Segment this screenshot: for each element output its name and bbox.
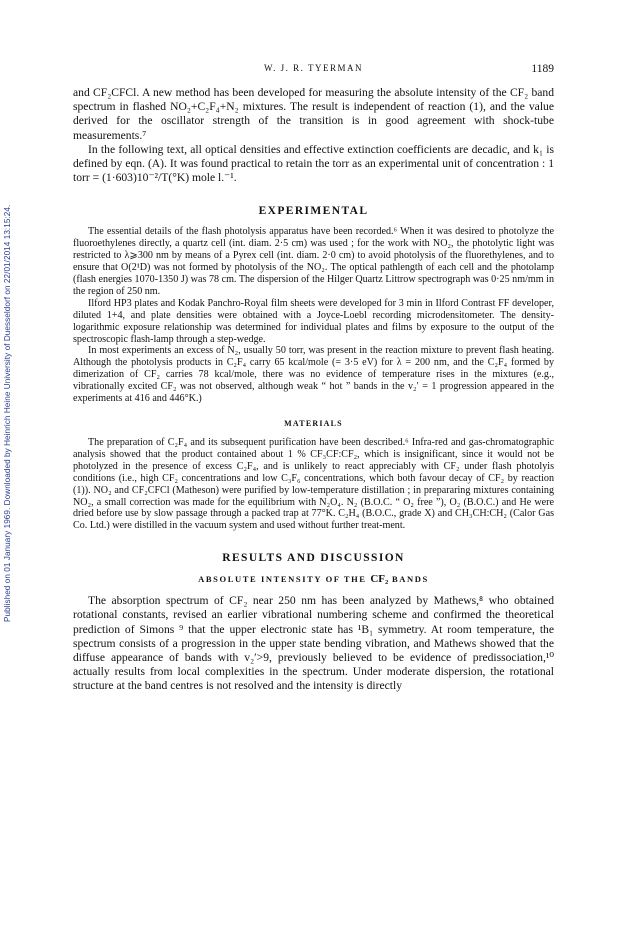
experimental-heading: EXPERIMENTAL <box>258 205 369 218</box>
subheading-text: ABSOLUTE INTENSITY OF THE <box>198 574 367 585</box>
experimental-paragraph-2: Ilford HP3 plates and Kodak Panchro-Royal film sheets were developed for 3 min in Ilford Contrast FF developer, diluted 1+4, and plate densities were obtained with a Joyce-Loebl recording microdensitometer. The density-logarithmic exposure relationship was determined for individual plates and films by exposure to the output of the spectroscopic flash-lamp through a step-wedge. <box>73 297 554 345</box>
intro-paragraph-1: and CF₂CFCl. A new method has been developed for measuring the absolute intensity of the CF₂ band spectrum in flashed NO₂+C₂F₄+N₂ mixtures. The result is independent of reaction (1), and the value derived for the oscillator strength of the transition is in good agreement with shock-tube measurements.⁷ <box>73 86 554 142</box>
results-paragraph-1: The absorption spectrum of CF₂ near 250 nm has been analyzed by Mathews,⁸ who obtained rotational constants, revised an earlier vibrational numbering scheme and confirmed the theoretical prediction of Simons ⁹ that the upper electronic state has ¹B₁ symmetry. At room temperature, the spectrum consists of a progression in the upper state bending vibration, and Mathews showed that the diffuse appearance of bands with v₂′>9, previously believed to be evidence of predissociation,¹⁰ actually results from local complexities in the spectrum. Under moderate dispersion, the rotational structure at the band centres is not resolved and the intensity is directly <box>73 594 554 693</box>
subheading-tail: BANDS <box>392 574 429 585</box>
page-number: 1189 <box>531 63 554 75</box>
running-head: W. J. R. TYERMAN <box>263 63 363 73</box>
intro-paragraph-2: In the following text, all optical densities and effective extinction coefficients are decadic, and k₁ is defined by eqn. (A). It was found practical to retain the torr as an experimental unit of concentration : 1 torr = (1·603)10⁻²/T(°K) mole l.⁻¹. <box>73 142 554 185</box>
publication-note: Published on 01 January 1969. Downloaded by Heinrich Heine University of Duesseldorf on 22/01/2014 13:15:24. <box>3 204 12 622</box>
materials-heading: MATERIALS <box>284 419 343 429</box>
publication-watermark <box>3 70 17 625</box>
results-heading: RESULTS AND DISCUSSION <box>222 552 405 565</box>
subheading-chem: CF₂ <box>370 573 389 586</box>
experimental-paragraph-1: The essential details of the flash photolysis apparatus have been recorded.⁶ When it was desired to photolyze the fluoroethylenes directly, a quartz cell (int. diam. 2·5 cm) was used ; for the work with NO₂, the photolytic light was restricted to λ⩾300 nm by means of a Pyrex cell (int. diam. 2·0 cm) to avoid photolysis of the fluorethylenes, and to ensure that O(2¹D) was not formed by photolysis of the NO₂. The optical pathlength of each cell and the photolamp (flash energies 1070-1350 J) was 78 cm. The dispersion of the Hilger Quartz Littrow spectrograph was 0·25 nm/mm in the region of 250 nm. <box>73 226 554 297</box>
results-subheading <box>73 573 554 585</box>
materials-paragraph-1: The preparation of C₂F₄ and its subsequent purification have been described.⁶ Infra-red and gas-chromatographic analysis showed that the product contained about 1 % CF₃CF:CF₂, which is insignificant, since it would not be photolyzed in the presence of excess C₂F₄, and is unlikely to react appreciably with CF₂ under flash photolyis conditions (i.e., high CF₂ concentrations and low C₃F₆ concentrations, which both favour decay of CF₂ by reaction (1)). NO₂ and CF₂CFCl (Matheson) were purified by low-temperature distillation ; in prepararing mixtures containing NO₂, a small correction was made for the equilibrium with N₂O₄. N₂ (B.O.C. “ O₂ free ”), O₂ (B.O.C.) and He were dried before use by slow passage through a packed trap at 77°K. C₂H₄ (B.O.C., grade X) and CH₃CH:CH₂ (Calor Gas Co. Ltd.) were distilled in the vacuum system and used without further treat-ment. <box>73 437 554 532</box>
article-body <box>73 86 554 694</box>
experimental-paragraph-3: In most experiments an excess of N₂, usually 50 torr, was present in the reaction mixture to prevent flash heating. Although the photolysis products in C₂F₄ carry 65 kcal/mole (= 3·5 eV) for λ = 200 nm, and the C₂F₄ formed by dimerization of CF₂ carries 78 kcal/mole, there was no evidence of temperature rises in the mixtures (e.g., vibrationally excited CF₂ was not observed, although weak “ hot ” bands in the v₂′ = 1 progression appeared in the experiments at 416 and 446°K.) <box>73 345 554 405</box>
page-header <box>73 63 554 77</box>
